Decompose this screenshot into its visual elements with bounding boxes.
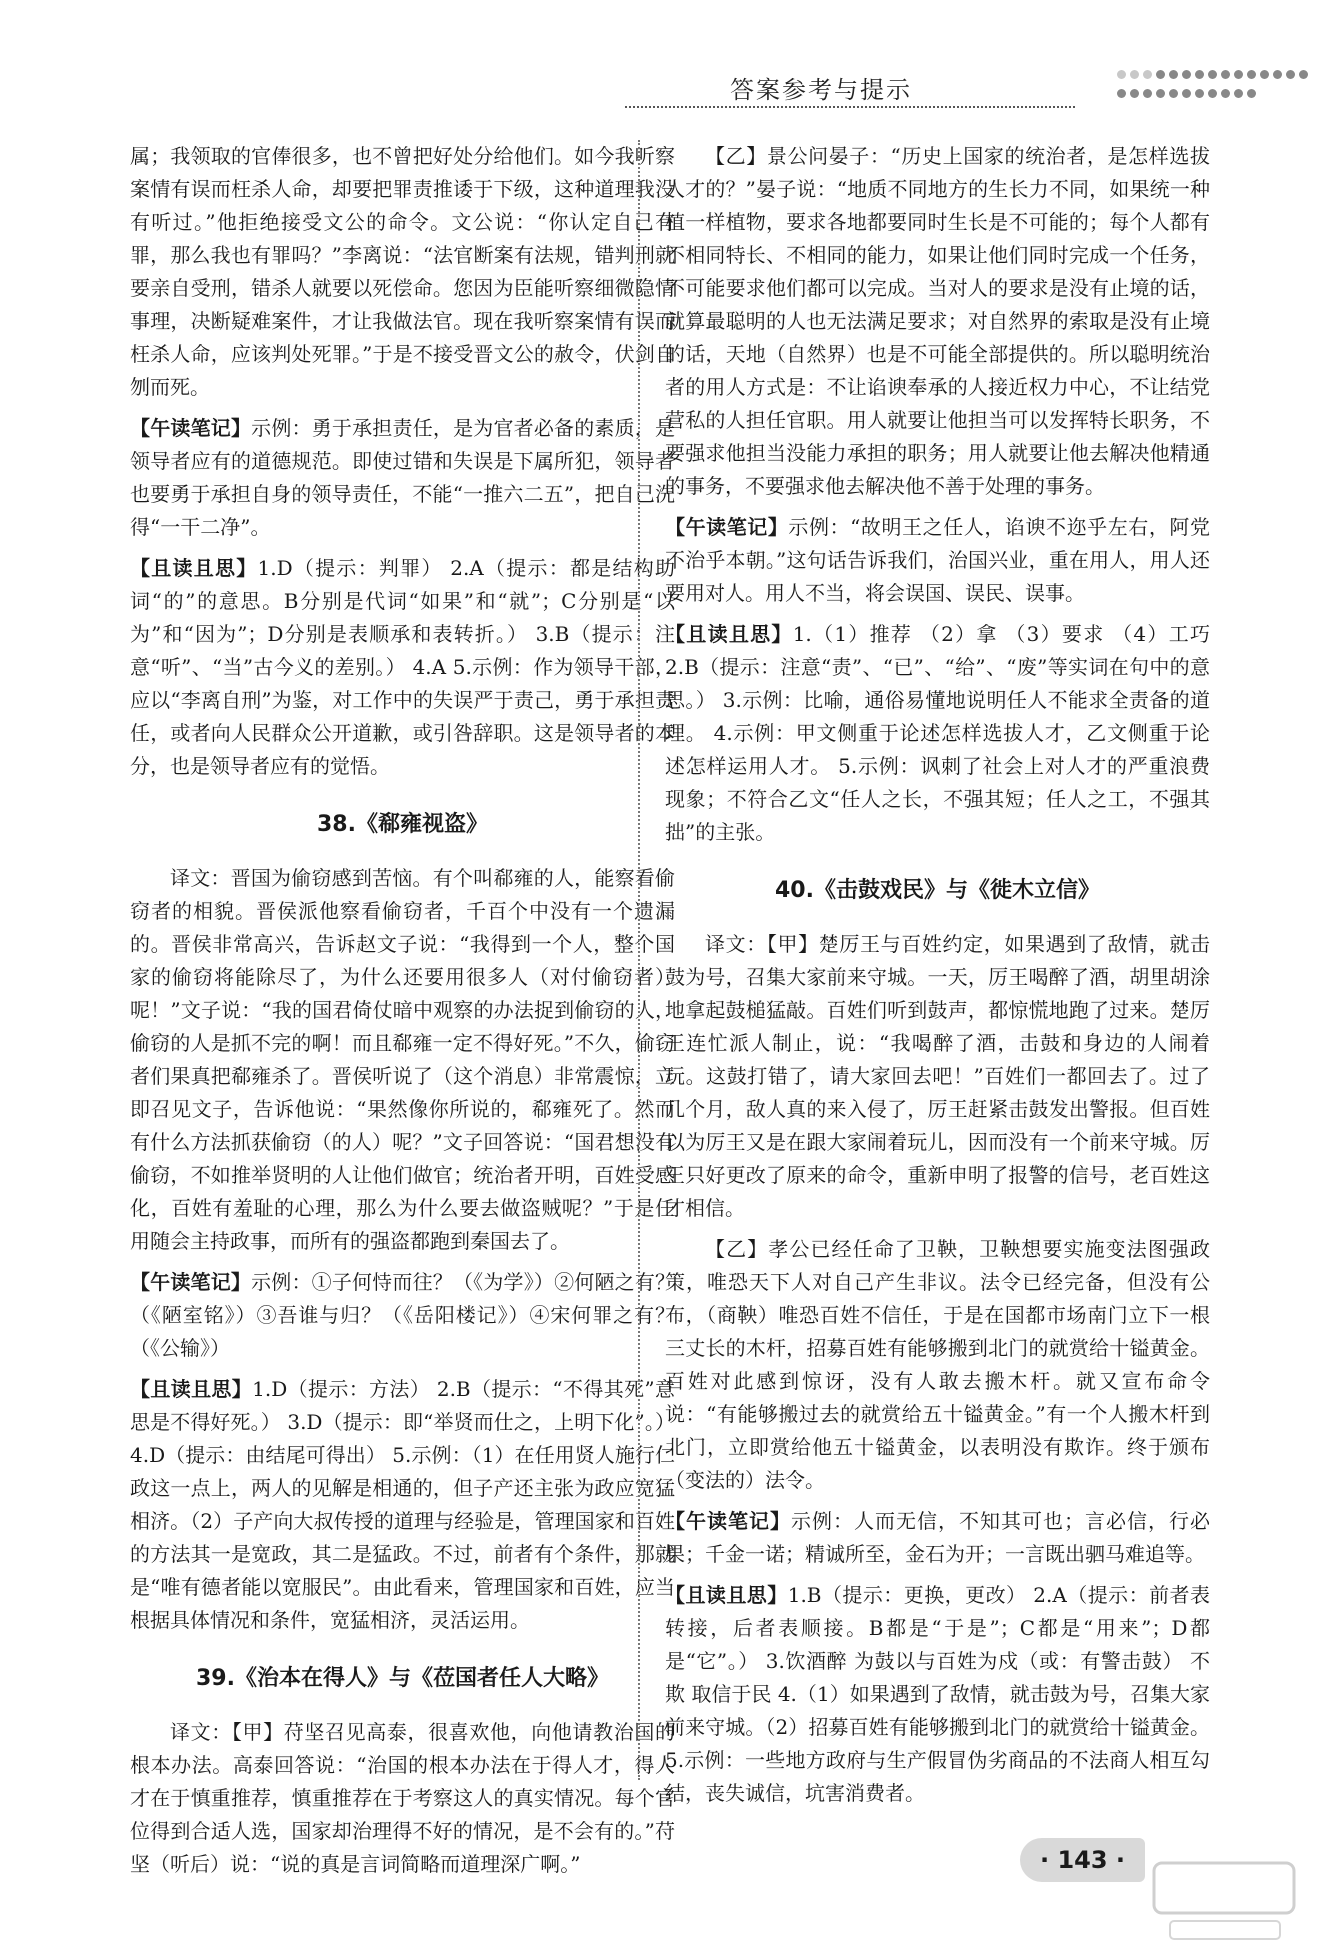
text-paragraph xyxy=(665,618,1210,849)
paragraph-text: 1.B（提示：更换，更改） 2.A（提示：前者表转接，后者表顺接。B都是“于是”；C都是“用来”；D都是“它”。） 3.饮酒醉 为鼓以与百姓为戍（或：有警击鼓） 不欺 取信于民 4.（1）如果遇到了敌情，就击鼓为号，召集大家前来守城。（2）招募百姓有能够搬到北门的就赏给十镒黄金。 5.示例：一些地方政府与生产假冒伪劣商品的不法商人相互勾结，丧失诚信，坑害消费者。 xyxy=(665,1583,1210,1805)
page-header xyxy=(0,0,1326,120)
paragraph-text: 1.D（提示：方法） 2.B（提示：“不得其死”意思是不得好死。） 3.D（提示：即“举贤而仕之，上明下化”。） 4.D（提示：由结尾可得出） 5.示例：（1）在任用贤人施行仁政这一点上，两人的见解是相通的，但子产还主张为政应宽猛相济。（2）子产向大叔传授的道理与经验是，管理国家和百姓的方法其一是宽政，其二是猛政。不过，前者有个条件，那就是“唯有德者能以宽服民”。由此看来，管理国家和百姓，应当根据具体情况和条件，宽猛相济，灵活运用。 xyxy=(130,1377,676,1632)
section-tag: 【且读且思】 xyxy=(665,622,793,646)
paragraph-text: 示例：“故明王之任人，谄谀不迩乎左右，阿党不治乎本朝。”这句话告诉我们，治国兴业，重在用人，用人还要用对人。用人不当，将会误国、误民、误事。 xyxy=(665,515,1211,605)
text-paragraph xyxy=(665,928,1210,1225)
paragraph-text: 1.（1）推荐 （2）拿 （3）要求 （4）工巧 2.B（提示：注意“责”、“已”、“给”、“废”等实词在句中的意思。） 3.示例：比喻，通俗易懂地说明任人不能求全责备的道理。 4.示例：甲文侧重于论述怎样选拔人才，乙文侧重于论述怎样运用人才。 5.示例：讽刺了社会上对人才的严重浪费现象；不符合乙文“任人之长，不强其短；任人之工，不强其拙”的主张。 xyxy=(665,622,1210,844)
text-paragraph xyxy=(130,862,675,1258)
paragraph-text: 示例：人而无信，不知其可也；言必信，行必果；千金一诺；精诚所至，金石为开；一言既出驷马难追等。 xyxy=(665,1509,1210,1566)
decorative-dots xyxy=(1115,66,1320,106)
text-paragraph xyxy=(665,1505,1210,1571)
section-tag: 【午读笔记】 xyxy=(130,1270,252,1294)
left-column xyxy=(130,140,675,1889)
paragraph-text: 示例：勇于承担责任，是为官者必备的素质，是领导者应有的道德规范。即使过错和失误是下属所犯，领导者也要勇于承担自身的领导责任，不能“一推六二五”，把自己洗得“一干二净”。 xyxy=(130,416,676,539)
header-title: 答案参考与提示 xyxy=(730,76,912,104)
paragraph-text: 【乙】孝公已经任命了卫鞅，卫鞅想要实施变法图强政策，唯恐天下人对自己产生非议。法令已经完备，但没有公布，（商鞅）唯恐百姓不信任，于是在国都市场南门立下一根三丈长的木杆，招募百姓有能够搬到北门的就赏给十镒黄金。百姓对此感到惊讶，没有人敢去搬木杆。就又宣布命令说：“有能够搬过去的就赏给五十镒黄金。”有一个人搬木杆到北门，立即赏给他五十镒黄金，以表明没有欺诈。终于颁布（变法的）法令。 xyxy=(665,1237,1210,1492)
column-divider xyxy=(638,140,640,1780)
section-title: 39.《治本在得人》与《莅国者任人大略》 xyxy=(196,1666,609,1691)
section-tag: 【午读笔记】 xyxy=(130,416,252,440)
text-paragraph xyxy=(665,1579,1210,1810)
paragraph-text: 属；我领取的官俸很多，也不曾把好处分给他们。如今我听察案情有误而枉杀人命，却要把罪责推诿于下级，这种道理我没有听过。”他拒绝接受文公的命令。文公说：“你认定自己有罪，那么我也有罪吗？”李离说：“法官断案有法规，错判刑就要亲自受刑，错杀人就要以死偿命。您因为臣能听察细微隐情事理，决断疑难案件，才让我做法官。现在我听察案情有误而枉杀人命，应该判处死罪。”于是不接受晋文公的赦令，伏剑自刎而死。 xyxy=(130,144,675,399)
page-number-badge xyxy=(1020,1838,1145,1882)
paragraph-text: 1.D（提示：判罪） 2.A（提示：都是结构助词“的”的意思。B分别是代词“如果”和“就”；C分别是“以为”和“因为”；D分别是表顺承和表转折。） 3.B（提示：注意“听”、“当”古今义的差别。） 4.A 5.示例：作为领导干部，应以“李离自刑”为鉴，对工作中的失误严于责己，勇于承担责任，或者向人民群众公开道歉，或引咎辞职。这是领导者的本分，也是领导者应有的觉悟。 xyxy=(130,556,675,778)
text-paragraph xyxy=(130,1373,675,1637)
section-title: 38.《郗雍视盗》 xyxy=(317,812,488,837)
page-number: · 143 · xyxy=(1039,1846,1126,1874)
text-paragraph xyxy=(665,140,1210,503)
section-tag: 【且读且思】 xyxy=(130,1377,253,1401)
section-tag: 【午读笔记】 xyxy=(665,1509,791,1533)
text-paragraph xyxy=(130,1266,675,1365)
text-paragraph xyxy=(130,1716,675,1881)
text-paragraph xyxy=(130,140,675,404)
paragraph-text: 【乙】景公问晏子：“历史上国家的统治者，是怎样选拔人才的？”晏子说：“地质不同地方的生长力不同，如果统一种植一样植物，要求各地都要同时生长是不可能的；每个人都有不相同特长、不相同的能力，如果让他们同时完成一个任务，不可能要求他们都可以完成。当对人的要求是没有止境的话，就算最聪明的人也无法满足要求；对自然界的索取是没有止境的话，天地（自然界）也是不可能全部提供的。所以聪明统治者的用人方式是：不让谄谀奉承的人接近权力中心，不让结党营私的人担任官职。用人就要让他担当可以发挥特长职务，不要强求他担当没能力承担的职务；用人就要让他去解决他精通的事务，不要强求他去解决他不善于处理的事务。 xyxy=(665,144,1210,498)
header-rule xyxy=(625,106,1075,108)
right-column xyxy=(665,140,1210,1818)
paragraph-text: 译文：【甲】楚厉王与百姓约定，如果遇到了敌情，就击鼓为号，召集大家前来守城。一天，厉王喝醉了酒，胡里胡涂地拿起鼓槌猛敲。百姓们听到鼓声，都惊慌地跑了过来。楚厉王连忙派人制止，说：“我喝醉了酒，击鼓和身边的人闹着玩。这鼓打错了，请大家回去吧！”百姓们一都回去了。过了几个月，敌人真的来入侵了，厉王赶紧击鼓发出警报。但百姓以为厉王又是在跟大家闹着玩儿，因而没有一个前来守城。厉王只好更改了原来的命令，重新申明了报警的信号，老百姓这才相信。 xyxy=(665,932,1210,1220)
text-paragraph xyxy=(665,1233,1210,1497)
watermark-logo xyxy=(1150,1855,1300,1945)
paragraph-text: 示例：①子何恃而往？（《为学》）②何陋之有？（《陋室铭》）③吾谁与归？（《岳阳楼记》）④宋何罪之有？（《公输》） xyxy=(130,1270,676,1360)
section-tag: 【且读且思】 xyxy=(665,1583,788,1607)
text-paragraph xyxy=(130,412,675,544)
paragraph-text: 译文：【甲】苻坚召见高泰，很喜欢他，向他请教治国的根本办法。高泰回答说：“治国的根本办法在于得人才，得人才在于慎重推荐，慎重推荐在于考察这人的真实情况。每个官位得到合适人选，国家却治理得不好的情况，是不会有的。”苻坚（听后）说：“说的真是言词简略而道理深广啊。” xyxy=(130,1720,675,1876)
section-tag: 【且读且思】 xyxy=(130,556,258,580)
section-tag: 【午读笔记】 xyxy=(665,515,789,539)
text-paragraph xyxy=(130,552,675,783)
paragraph-text: 译文：晋国为偷窃感到苦恼。有个叫郗雍的人，能察看偷窃者的相貌。晋侯派他察看偷窃者，千百个中没有一个遗漏的。晋侯非常高兴，告诉赵文子说：“我得到一个人，整个国家的偷窃将能除尽了，为什么还要用很多人（对付偷窃者）呢！”文子说：“我的国君倚仗暗中观察的办法捉到偷窃的人，偷窃的人是抓不完的啊！而且郗雍一定不得好死。”不久，偷窃者们果真把郗雍杀了。晋侯听说了（这个消息）非常震惊，立即召见文子，告诉他说：“果然像你所说的，郗雍死了。然而有什么方法抓获偷窃（的人）呢？”文子回答说：“国君想没有偷窃，不如推举贤明的人让他们做官；统治者开明，百姓受感化，百姓有羞耻的心理，那么为什么要去做盗贼呢？”于是任用随会主持政事，而所有的强盗都跑到秦国去了。 xyxy=(130,866,675,1253)
text-paragraph xyxy=(665,511,1210,610)
section-title: 40.《击鼓戏民》与《徙木立信》 xyxy=(775,878,1100,903)
